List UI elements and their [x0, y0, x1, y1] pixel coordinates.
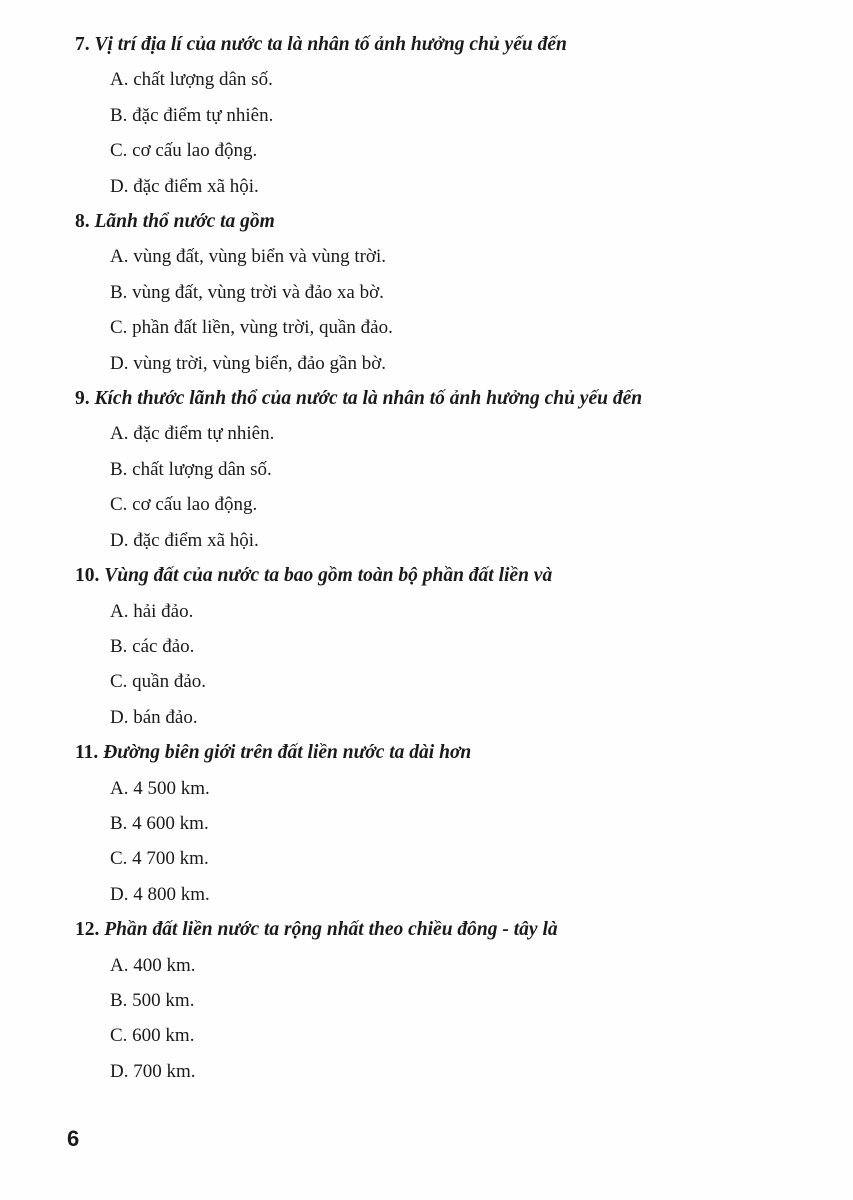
answer-option: C. quần đảo.	[110, 671, 207, 693]
answer-option: A. chất lượng dân số.	[110, 69, 273, 91]
answer-option: B. 500 km.	[110, 989, 195, 1011]
answer-option: B. 4 600 km.	[110, 812, 209, 834]
question-text: Đường biên giới trên đất liền nước ta dài hơn	[103, 742, 472, 764]
answer-option: D. vùng trời, vùng biển, đảo gần bờ.	[110, 352, 387, 374]
question-number: 11.	[75, 742, 99, 764]
question-number: 9.	[75, 388, 90, 410]
answer-option: A. 4 500 km.	[110, 777, 210, 799]
answer-option: D. đặc điểm xã hội.	[110, 529, 259, 551]
answer-option: C. phần đất liền, vùng trời, quần đảo.	[110, 317, 393, 339]
question-title	[75, 204, 835, 239]
question-title	[75, 912, 835, 947]
question-number: 12.	[75, 919, 100, 941]
answer-option: A. 400 km.	[110, 954, 196, 976]
answer-option: B. đặc điểm tự nhiên.	[110, 104, 274, 126]
question-list	[75, 27, 835, 1089]
question-text: Lãnh thổ nước ta gồm	[94, 211, 275, 233]
answer-option: C. cơ cấu lao động.	[110, 494, 258, 516]
question-title	[75, 558, 835, 593]
answer-option: C. 600 km.	[110, 1025, 195, 1047]
answer-option: B. vùng đất, vùng trời và đảo xa bờ.	[110, 281, 384, 303]
question-10	[75, 558, 835, 735]
answer-option: D. đặc điểm xã hội.	[110, 175, 259, 197]
answer-option: D. bán đảo.	[110, 706, 198, 728]
question-text: Vùng đất của nước ta bao gồm toàn bộ phần đất liền và	[104, 565, 553, 587]
answer-option: A. hải đảo.	[110, 600, 194, 622]
question-7	[75, 27, 835, 204]
question-title	[75, 735, 835, 770]
question-text: Kích thước lãnh thổ của nước ta là nhân tố ảnh hưởng chủ yếu đến	[94, 388, 643, 410]
question-number: 7.	[75, 34, 90, 55]
answer-option: C. cơ cấu lao động.	[110, 140, 258, 162]
question-11	[75, 735, 835, 912]
question-12	[75, 912, 835, 1089]
answer-option: A. đặc điểm tự nhiên.	[110, 423, 275, 445]
question-9	[75, 381, 835, 558]
question-number: 10.	[75, 565, 100, 587]
answer-option: D. 4 800 km.	[110, 883, 210, 905]
question-title	[75, 27, 835, 62]
answer-option: C. 4 700 km.	[110, 848, 209, 870]
answer-option: B. các đảo.	[110, 635, 195, 657]
question-number: 8.	[75, 211, 90, 233]
page-number: 6	[67, 1126, 80, 1151]
answer-option: D. 700 km.	[110, 1060, 196, 1082]
question-text: Vị trí địa lí của nước ta là nhân tố ảnh hưởng chủ yếu đến	[94, 34, 567, 55]
question-8	[75, 204, 835, 381]
question-title	[75, 381, 835, 416]
question-text: Phần đất liền nước ta rộng nhất theo chiều đông - tây là	[104, 919, 558, 941]
answer-option: A. vùng đất, vùng biển và vùng trời.	[110, 246, 387, 268]
answer-option: B. chất lượng dân số.	[110, 458, 272, 480]
